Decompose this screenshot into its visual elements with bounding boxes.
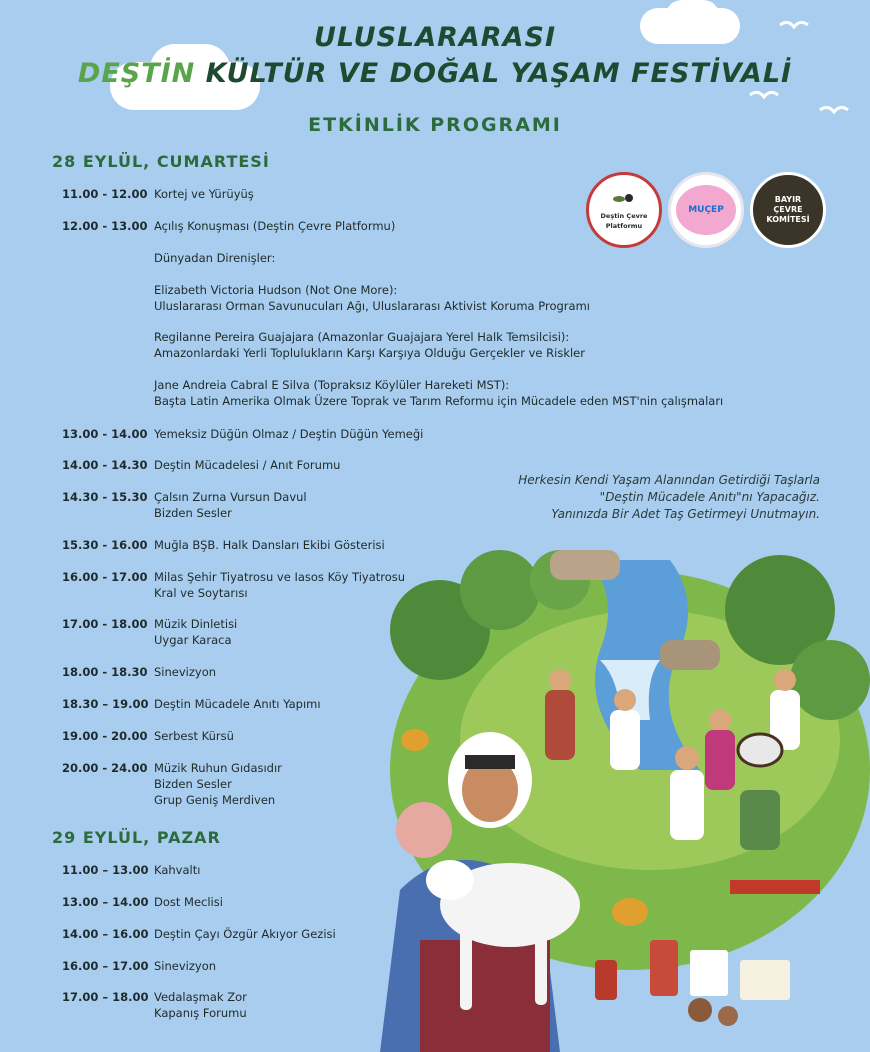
festival-title-line1: ULUSLARARASI: [314, 22, 556, 53]
event-description: [154, 250, 754, 266]
logo-destin-platform: [586, 172, 662, 248]
event-time: 14.00 - 14.30: [62, 458, 148, 472]
event-line: Uygar Karaca: [154, 633, 232, 647]
event-line: Sinevizyon: [154, 959, 217, 973]
logo-label: MUÇEP: [688, 205, 724, 215]
day1-heading: 28 EYLÜL, CUMARTESİ: [52, 152, 270, 171]
event-line: Dünyadan Direnişler:: [154, 251, 276, 265]
event-description: [154, 457, 754, 473]
event-line: Yemeksiz Düğün Olmaz / Deştin Düğün Yemeği: [154, 427, 424, 441]
event-line: Milas Şehir Tiyatrosu ve Iasos Köy Tiyatrosu: [154, 570, 406, 584]
event-time: 11.00 - 12.00: [62, 187, 148, 201]
festival-title-line2: [0, 58, 870, 89]
event-line: Vedalaşmak Zor: [154, 990, 247, 1004]
event-line: Jane Andreia Cabral E Silva (Topraksız Köylüler Hareketi MST):: [154, 378, 510, 392]
event-line: Kapanış Forumu: [154, 1006, 247, 1020]
title-rest: KÜLTÜR VE DOĞAL YAŞAM FESTİVALİ: [195, 58, 793, 89]
event-time: 17.00 - 18.00: [62, 617, 148, 631]
event-line: Müzik Dinletisi: [154, 617, 238, 631]
logo-bayir: [750, 172, 826, 248]
event-line: Bizden Sesler: [154, 506, 232, 520]
event-time: 13.00 - 14.00: [62, 427, 148, 441]
event-time: 12.00 - 13.00: [62, 219, 148, 233]
stone-note: [440, 472, 820, 523]
event-line: Deştin Çayı Özgür Akıyor Gezisi: [154, 927, 336, 941]
event-time: 17.00 – 18.00: [62, 990, 149, 1004]
event-time: 18.30 – 19.00: [62, 697, 149, 711]
note-line: Yanınızda Bir Adet Taş Getirmeyi Unutmayın.: [551, 507, 820, 521]
event-time: 13.00 – 14.00: [62, 895, 149, 909]
event-time: 11.00 – 13.00: [62, 863, 149, 877]
note-line: Herkesin Kendi Yaşam Alanından Getirdiği Taşlarla: [518, 473, 820, 487]
program-subtitle: ETKİNLİK PROGRAMI: [308, 114, 562, 136]
event-description: [154, 218, 754, 234]
event-time: 16.00 - 17.00: [62, 570, 148, 584]
event-time: 16.00 – 17.00: [62, 959, 149, 973]
event-time: 14.30 - 15.30: [62, 490, 148, 504]
event-description: [154, 186, 754, 202]
event-line: Sinevizyon: [154, 665, 217, 679]
event-line: Başta Latin Amerika Olmak Üzere Toprak ve Tarım Reformu için Mücadele eden MST'nin çalışmaları: [154, 394, 724, 408]
event-line: Serbest Kürsü: [154, 729, 234, 743]
title-accent: DEŞTİN: [77, 58, 196, 89]
event-line: Elizabeth Victoria Hudson (Not One More):: [154, 283, 398, 297]
event-line: Kahvaltı: [154, 863, 201, 877]
event-line: Regilanne Pereira Guajajara (Amazonlar Guajajara Yerel Halk Temsilcisi):: [154, 330, 570, 344]
note-line: "Deştin Mücadele Anıtı"nı Yapacağız.: [599, 490, 820, 504]
logo-mucep: [668, 172, 744, 248]
event-time: 18.00 - 18.30: [62, 665, 148, 679]
event-line: Deştin Mücadelesi / Anıt Forumu: [154, 458, 341, 472]
event-line: Kortej ve Yürüyüş: [154, 187, 254, 201]
event-description: [154, 426, 754, 442]
event-line: Grup Geniş Merdiven: [154, 793, 276, 807]
event-line: Uluslararası Orman Savunucuları Ağı, Uluslararası Aktivist Koruma Programı: [154, 299, 590, 313]
event-line: Kral ve Soytarısı: [154, 586, 248, 600]
event-line: Müzik Ruhun Gıdasıdır: [154, 761, 282, 775]
event-description: [154, 329, 754, 361]
event-line: Açılış Konuşması (Deştin Çevre Platformu): [154, 219, 396, 233]
event-line: Muğla BŞB. Halk Dansları Ekibi Gösterisi: [154, 538, 385, 552]
event-line: Dost Meclisi: [154, 895, 223, 909]
event-line: Bizden Sesler: [154, 777, 232, 791]
event-time: 14.00 – 16.00: [62, 927, 149, 941]
event-description: [154, 282, 754, 314]
festival-illustration: [360, 540, 870, 1052]
event-line: Amazonlardaki Yerli Toplulukların Karşı Karşıya Olduğu Gerçekler ve Riskler: [154, 346, 585, 360]
logo-label: BAYIR ÇEVRE KOMİTESİ: [766, 195, 810, 224]
event-description: [154, 377, 754, 409]
event-time: 15.30 - 16.00: [62, 538, 148, 552]
event-line: Deştin Mücadele Anıtı Yapımı: [154, 697, 321, 711]
day2-heading: 29 EYLÜL, PAZAR: [52, 828, 221, 847]
event-line: Çalsın Zurna Vursun Davul: [154, 490, 307, 504]
logo-label: Deştin Çevre Platformu: [600, 211, 648, 230]
event-time: 19.00 - 20.00: [62, 729, 148, 743]
event-time: 20.00 - 24.00: [62, 761, 148, 775]
